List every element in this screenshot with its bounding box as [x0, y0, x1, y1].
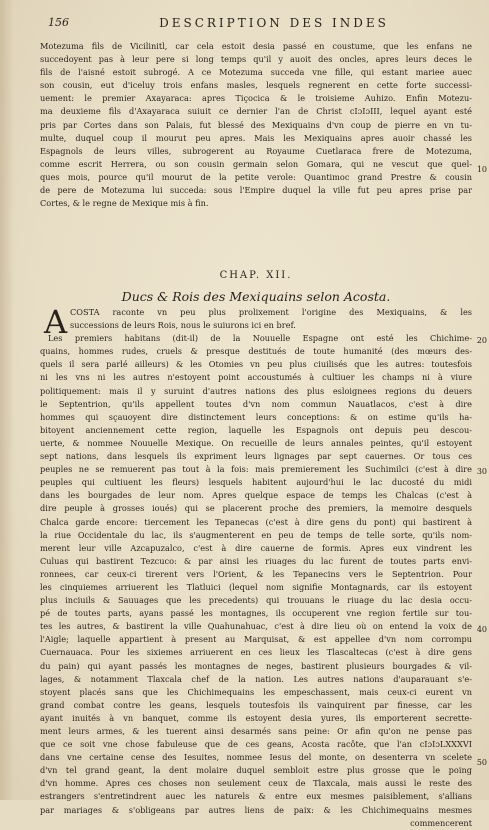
chapter-title: Ducs & Rois des Mexiquains selon Acosta.	[121, 289, 391, 304]
text-line: Cortes, & le regne de Mexique mis à fin.	[40, 198, 209, 209]
text-line: politiquement: mais il y suruint d'autres nations des plus esloignees regions du deuers	[40, 385, 472, 396]
text-line: dans les bourgades de leur nom. Apres quelque espace de temps les Chalcas (c'est à	[40, 490, 472, 501]
text-line: dans vne certaine cense des Iesuites, nommee Iesus del monte, on desenterra vn scelete	[40, 752, 472, 763]
text-line: dire peuple à grosses ioués) qui se placerent proche des premiers, la memoire desquels	[40, 503, 472, 514]
drop-capital: A	[44, 303, 68, 341]
margin-line-number: 10	[476, 165, 487, 174]
text-line: que ce soit vne chose fabuleuse que de ces geans, Acosta racôte, que l'an cIɔIɔLXXXVI	[40, 739, 472, 750]
text-line: ronnees, car ceux-ci tirerent vers l'Orient, & les Tepanecins vers le Septentrion. Pour	[40, 568, 472, 579]
text-line: Chalca garde encore: tiercement les Tepanecas (c'est à dire gens du pont) qui bastirent à	[40, 516, 472, 527]
binding-gutter	[0, 0, 14, 800]
text-line: d'vn homme. Apres ces choses non seulement ceux de Tlaxcala, mais aussi le reste des	[40, 778, 472, 789]
text-line: sept nations, dans lesquels ils expriment leurs lignages par sept cauernes. Or tous ces	[40, 451, 472, 462]
text-line: lages, & notamment Tlaxcala chef de la nation. Les autres nations d'auparauant s'e-	[40, 673, 472, 684]
text-line: ment leurs armes, & les tuerent ainsi desarmés sans peine: Or afin qu'on ne pense pas	[40, 726, 472, 736]
margin-line-number: 40	[476, 625, 487, 634]
text-line: pris par Cortes dans son Palais, fut blessé des Mexiquains d'vn coup de pierre en vn tu-	[40, 119, 472, 130]
text-line: Espagnols de leurs villes, subrogerent au Royaume Cuetlaraca frere de Motezuma,	[40, 145, 472, 156]
running-title: DESCRIPTION DES INDES	[159, 16, 389, 30]
chapter-heading: CHAP. XII.	[219, 270, 293, 281]
text-line: du pain) qui ayant passés les montagnes de neges, bastirent plusieurs bourgades & vil-	[40, 660, 472, 671]
text-line: le Septentrion, qu'ils appellent toutes d'vn nom commun Nauatlacos, c'est à dire	[40, 398, 472, 409]
text-line: bitoyent anciennement cette region, laquelle les Espagnols ont depuis peu descou-	[40, 424, 472, 435]
text-line: grand combat contre les geans, lesquels toutesfois ils vainquirent par finesse, car les	[40, 699, 472, 710]
text-line: uement: le premier Axayaraca: apres Tiçocica & le troisieme Auhizo. Enfin Motezu-	[40, 93, 472, 104]
text-line: tes les autres, & bastirent la ville Quahunahuac, c'est à dire lieu où on entend la voix de	[40, 621, 472, 632]
page-number: 156	[48, 16, 69, 29]
text-line: fils de l'aisné estoit subrogé. A ce Motezuma succeda vne fille, qui estant mariee auec	[40, 67, 472, 78]
text-line: plus inciuils & Sauuages que les precedents) qui trouuans le riuage du lac desia occu-	[40, 595, 472, 606]
text-line: Motezuma fils de Vicilinitl, car cela estoit desia passé en coustume, que les enfans ne	[40, 41, 472, 51]
text-line: comme escrit Herrera, ou son cousin germain selon Gomara, qui ne vescut que quel-	[40, 158, 472, 169]
text-line: Cuernauaca. Pour les sixiemes arriuerent en ces lieux les Tlascaltecas (c'est à dire gens	[40, 647, 472, 658]
margin-line-number: 30	[476, 467, 487, 476]
text-line: succedoyent pas à leur pere si long temps qu'il y auoit des oncles, apres leurs deces le	[40, 54, 472, 65]
text-line: merent leur ville Azcapuzalco, c'est à dire cauerne de formis. Apres eux vindrent les	[40, 542, 472, 553]
text-line: son cousin, eut d'iceluy trois enfans masles, lesquels regnerent en cette forte successi-	[40, 80, 472, 91]
text-line: par mariages & s'obligeans par autres liens de paix: & les Chichimequains mesmes	[40, 804, 472, 815]
margin-line-number: 50	[476, 758, 487, 767]
text-line: stoyent placés sans que les Chichimequains les empeschassent, mais ceux-ci eurent vn	[40, 686, 472, 697]
text-line: ques mois, pource qu'il mourut de la petite verole: Quantimoc grand Prestre & cousin	[40, 171, 472, 182]
text-line: multe, duquel coup il mourut peu apres. Mais les Mexiquains apres auoir chassé les	[40, 132, 472, 143]
text-line: ma deuxieme fils d'Axayaraca suiuit ce dernier l'an de Christ cIɔIɔIII, lequel ayant esté	[40, 106, 472, 117]
text-line: Les premiers habitans (dit-il) de la Nouuelle Espagne ont esté les Chichime-	[48, 333, 472, 344]
text-line: quels il sera parlé ailleurs) & les Otomies vn peu plus ciuilisés que les autres: toutesfois	[40, 359, 472, 370]
text-line: peuples ne se remuerent pas tout à la fois: mais premierement les Suchimilci (c'est à dire	[40, 464, 472, 475]
text-line: uerte, & nommee Nouuelle Mexique. On recueille de leurs annales peintes, qu'il estoyent	[40, 437, 472, 448]
paragraph-block-main	[40, 303, 472, 830]
margin-line-number: 20	[476, 336, 487, 345]
text-line: ni les vns ni les autres n'estoyent point accoustumés à cultiuer les champs ni à viure	[40, 372, 472, 383]
text-line: peuples qui cultiuent les fleurs) lesquels habitent aujourd'hui le lac ducosté du midi	[40, 477, 472, 488]
text-line: Culuas qui bastirent Tezcuco: & par ainsi les riuages du lac furent de toutes parts envi-	[40, 555, 472, 566]
text-line: ayant inuités à vn banquet, comme ils estoyent desia yures, ils emporterent secrette-	[40, 712, 472, 723]
text-line: les cinquiemes arriuerent les Tlatluici (lequel nom signifie Montagnards, car ils estoyent	[40, 581, 472, 592]
text-line: d'vn tel grand geant, la dent molaire duquel sembloit estre plus grosse que le poing	[40, 765, 472, 776]
text-line: successions de leurs Rois, nous le suiurons ici en bref.	[70, 320, 296, 331]
running-header	[48, 16, 468, 32]
text-line: hommes qui sçauoyent dire distinctement leurs conceptions: & on estime qu'ils ha-	[40, 411, 472, 422]
text-line: l'Aigle; laquelle appartient à present au Marquisat, & est appellee d'vn nom corrompu	[40, 634, 472, 645]
text-line: estrangers s'entretindrent auec les naturels & entre eux mesmes paisiblement, s'allians	[40, 791, 472, 802]
paragraph-block-top	[40, 40, 472, 210]
text-line: la riue Occidentale du lac, ils s'augmenterent en peu de temps de telle sorte, qu'ils nom-	[40, 529, 472, 540]
catchword: commencerent	[410, 817, 472, 828]
text-line: pé de toutes parts, ayans passé les montagnes, ils occuperent vne region fertile sur tou-	[40, 608, 472, 619]
text-line: COSTA raconte vn peu plus prolixement l'origine des Mexiquains, & les	[70, 307, 472, 317]
text-line: quains, hommes rudes, cruels & presque destitués de toute humanité (des mœurs des-	[40, 346, 472, 357]
text-line: de pere de Motezuma lui succeda: sous l'Empire duquel la ville fut peu apres prise par	[40, 185, 472, 196]
